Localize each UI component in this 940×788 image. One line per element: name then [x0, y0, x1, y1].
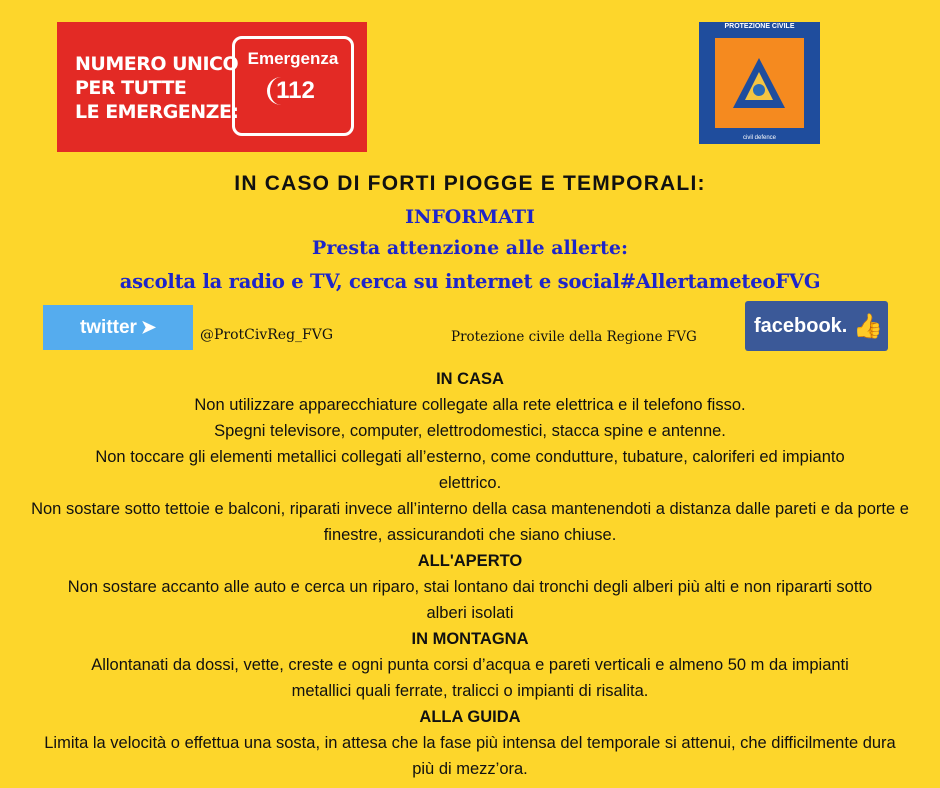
allerte-line: Presta attenzione alle allerte:: [312, 237, 628, 259]
instruction-line: Non sostare sotto tettoie e balconi, riparati invece all’interno della casa mantenendoti a distanza dalle pareti e da porte e finestre, assicurandoti che siano chiuse.: [31, 500, 909, 544]
instruction-line: Non sostare accanto alle auto e cerca un riparo, stai lontano dai tronchi degli alberi più alti e non ripararti sotto alberi isolati: [67, 578, 873, 622]
emergenza-label: Emergenza: [247, 49, 339, 68]
emergency-112-logo: [57, 22, 367, 152]
triangle-emblem-icon: [729, 54, 789, 114]
pc-logo-bottom-text: civil defence: [742, 135, 777, 141]
heading-alla-guida: ALLA GUIDA: [419, 708, 521, 726]
twitter-label: twitter: [79, 316, 137, 338]
social-hashtag-line: ascolta la radio e TV, cerca su internet e social#AllertameteoFVG: [119, 270, 821, 293]
number-112: 112: [267, 77, 319, 105]
heading-all-aperto: ALL'APERTO: [417, 552, 523, 570]
facebook-label: facebook.: [754, 314, 848, 337]
instruction-line: Non toccare gli elementi metallici collegati all’esterno, come condutture, tubature, caloriferi ed impianto elettrico.: [95, 448, 845, 492]
instruction-line: Limita la velocità o effettua una sosta, in attesa che la fase più intensa del temporale si attenui, che difficilmente dura più di mezz’ora.: [44, 734, 896, 778]
heading-in-casa: IN CASA: [436, 370, 504, 388]
heading-in-montagna: IN MONTAGNA: [411, 630, 529, 648]
emergenza-box: [232, 36, 354, 136]
instruction-line: Non utilizzare apparecchiature collegate alla rete elettrica e il telefono fisso.: [194, 396, 746, 414]
logo-112-text: NUMERO UNICO PER TUTTE LE EMERGENZE:: [75, 53, 239, 123]
twitter-bird-icon: ➤: [140, 317, 157, 337]
protezione-civile-logo: [699, 22, 820, 144]
instruction-line: Spegni televisore, computer, elettrodomestici, stacca spine e antenne.: [214, 422, 726, 440]
twitter-badge[interactable]: [43, 305, 193, 350]
pc-logo-top-text: PROTEZIONE CIVILE: [724, 23, 795, 30]
instruction-line: Allontanati da dossi, vette, creste e ogni punta corsi d’acqua e pareti verticali e almeno 50 m da impianti metallici quali ferrate, tralicci o impianti di risalita.: [91, 656, 849, 700]
facebook-page-name[interactable]: Protezione civile della Regione FVG: [451, 329, 697, 345]
main-title: IN CASO DI FORTI PIOGGE E TEMPORALI:: [234, 172, 706, 195]
thumbs-up-icon: 👍: [853, 312, 884, 340]
twitter-handle[interactable]: @ProtCivReg_FVG: [200, 327, 334, 343]
facebook-badge[interactable]: [745, 301, 888, 351]
safety-instructions: [30, 366, 910, 782]
informati-line: INFORMATI: [405, 206, 535, 228]
